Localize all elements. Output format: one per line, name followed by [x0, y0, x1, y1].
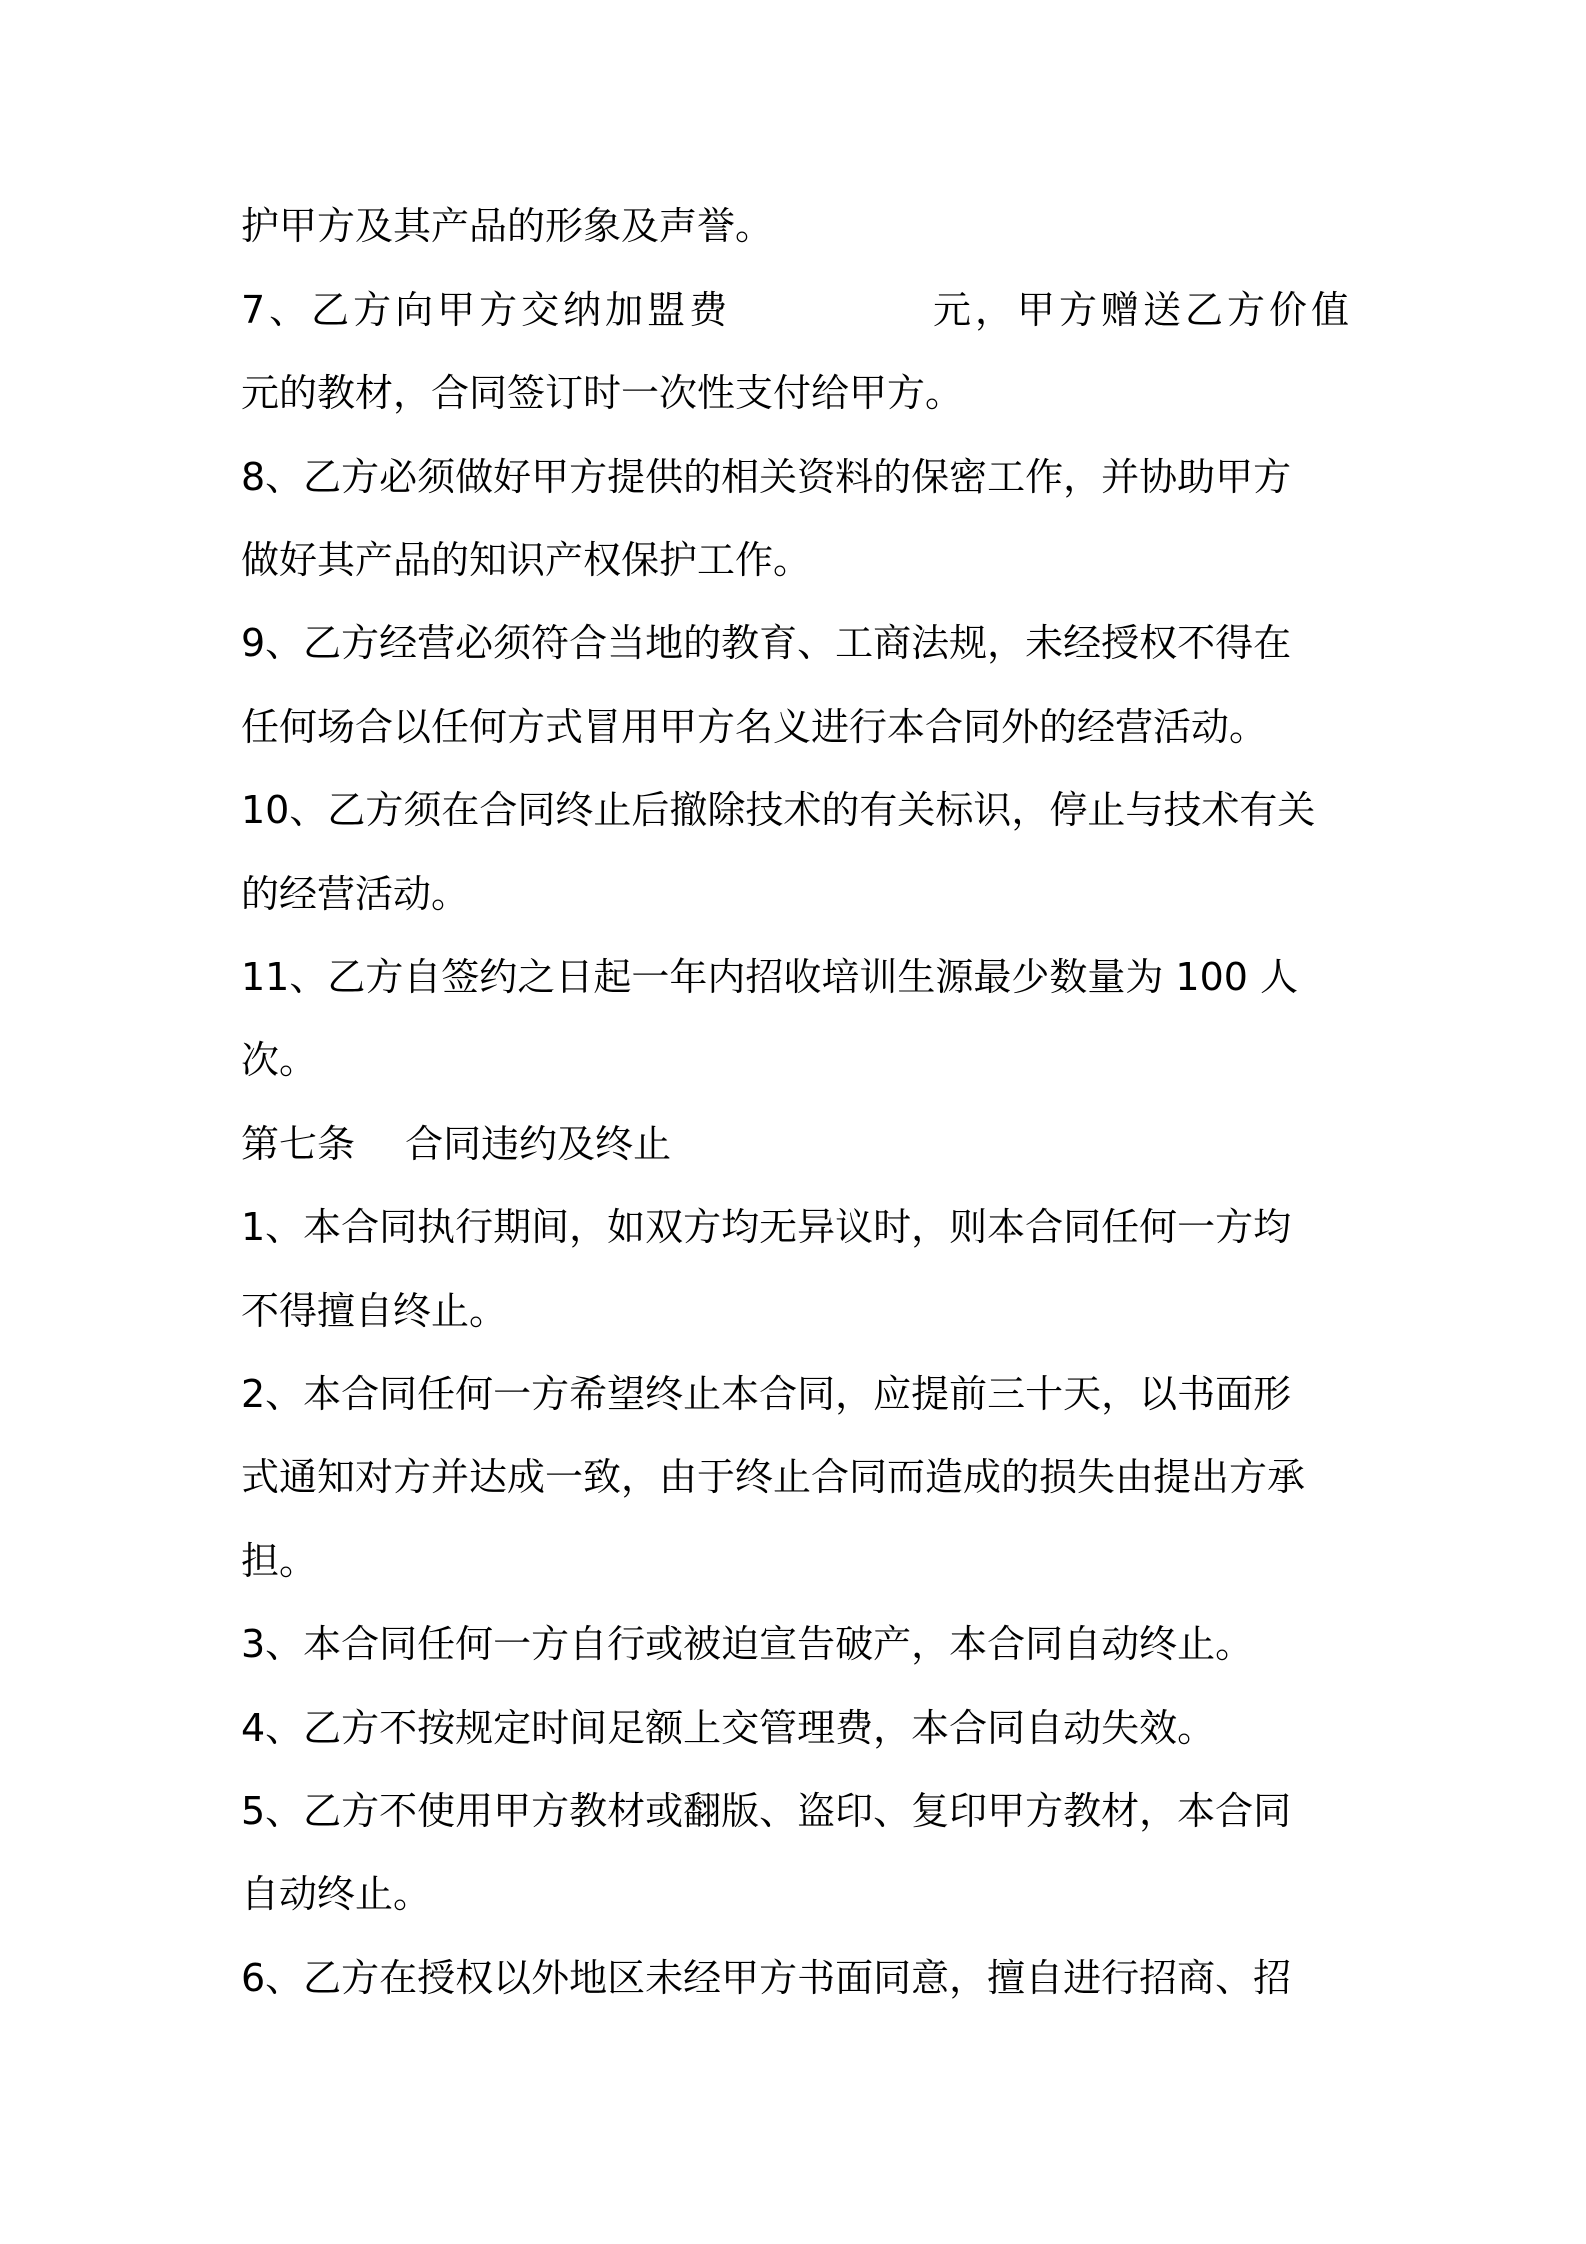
line-text: 任何场合以任何方式冒用甲方名义进行本合同外的经营活动。	[241, 705, 1268, 749]
line-text: 自动终止。	[241, 1872, 432, 1916]
text-line	[241, 620, 1353, 666]
text-line	[241, 1871, 1353, 1917]
text-line	[241, 1955, 1353, 2001]
text-line	[241, 704, 1353, 750]
text-line	[241, 1454, 1353, 1500]
line-text: 元，甲方赠送乙方价值	[932, 288, 1353, 332]
text-line	[241, 454, 1353, 500]
line-text: 元的教材，合同签订时一次性支付给甲方。	[241, 371, 964, 415]
text-line	[241, 1538, 1353, 1584]
text-line	[241, 1288, 1353, 1334]
line-text: 担。	[241, 1539, 318, 1583]
text-line	[241, 1037, 1353, 1083]
blank-fill-space	[757, 287, 907, 333]
section-heading	[241, 1121, 1353, 1167]
line-text: 4、乙方不按规定时间足额上交管理费，本合同自动失效。	[241, 1706, 1216, 1750]
text-line	[241, 203, 1353, 249]
line-text: 次。	[241, 1038, 318, 1082]
text-line	[241, 954, 1353, 1000]
line-text: 3、本合同任何一方自行或被迫宣告破产，本合同自动终止。	[241, 1622, 1254, 1666]
text-line	[241, 871, 1353, 917]
line-text: 11、乙方自签约之日起一年内招收培训生源最少数量为 100 人	[241, 955, 1299, 999]
line-text: 不得擅自终止。	[241, 1289, 508, 1333]
text-line	[241, 287, 1353, 333]
line-text: 第七条 合同违约及终止	[241, 1122, 672, 1166]
line-text: 1、本合同执行期间，如双方均无异议时，则本合同任何一方均	[241, 1205, 1292, 1249]
line-text: 2、本合同任何一方希望终止本合同，应提前三十天，以书面形	[241, 1372, 1292, 1416]
text-line	[241, 787, 1353, 833]
text-line	[241, 370, 1353, 416]
line-text: 8、乙方必须做好甲方提供的相关资料的保密工作，并协助甲方	[241, 455, 1292, 499]
text-line	[241, 1621, 1353, 1667]
text-line	[241, 1371, 1353, 1417]
line-text: 式通知对方并达成一致，由于终止合同而造成的损失由提出方承	[241, 1455, 1306, 1499]
line-text: 7、乙方向甲方交纳加盟费	[241, 288, 732, 332]
line-text: 6、乙方在授权以外地区未经甲方书面同意，擅自进行招商、招	[241, 1956, 1292, 2000]
line-text: 10、乙方须在合同终止后撤除技术的有关标识，停止与技术有关	[241, 788, 1316, 832]
text-line	[241, 1788, 1353, 1834]
line-text: 护甲方及其产品的形象及声誉。	[241, 204, 774, 248]
line-text: 9、乙方经营必须符合当地的教育、工商法规，未经授权不得在	[241, 621, 1292, 665]
line-text: 5、乙方不使用甲方教材或翻版、盗印、复印甲方教材，本合同	[241, 1789, 1292, 1833]
text-line	[241, 537, 1353, 583]
line-text: 做好其产品的知识产权保护工作。	[241, 538, 812, 582]
line-text: 的经营活动。	[241, 872, 470, 916]
text-line	[241, 1705, 1353, 1751]
text-line	[241, 1204, 1353, 1250]
